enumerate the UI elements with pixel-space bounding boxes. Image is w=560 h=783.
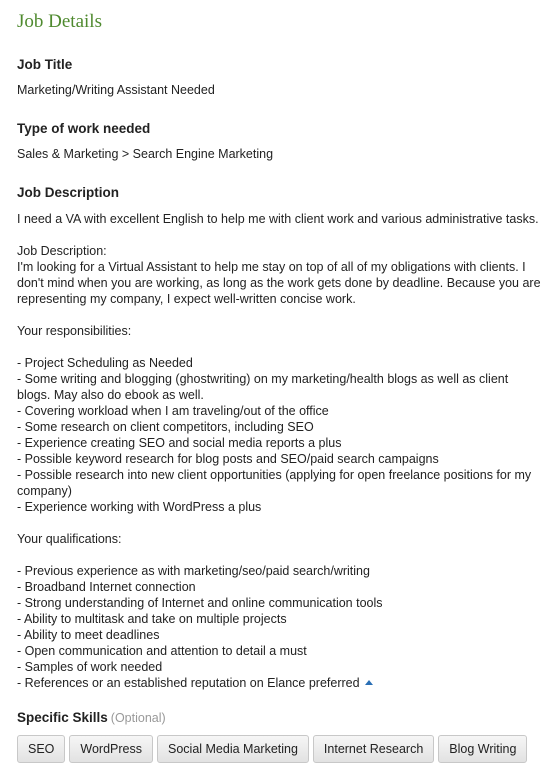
description-line <box>17 227 543 243</box>
job-title-section <box>17 56 543 98</box>
description-line <box>17 547 543 563</box>
description-line: - Open communication and attention to detail a must <box>17 644 307 658</box>
work-type-section <box>17 120 543 162</box>
description-line: Job Description: <box>17 244 107 258</box>
description-line: - Samples of work needed <box>17 660 163 674</box>
work-type-value: Sales & Marketing > Search Engine Marketing <box>17 147 274 161</box>
description-line: - Previous experience as with marketing/seo/paid search/writing <box>17 564 370 578</box>
description-line: Your responsibilities: <box>17 324 132 338</box>
description-line: - Possible research into new client opportunities (applying for open freelance positions for my company) <box>17 468 535 498</box>
skill-tag[interactable]: WordPress <box>69 735 153 763</box>
description-line <box>17 675 543 691</box>
job-description-section <box>17 184 543 691</box>
skill-tag[interactable]: Internet Research <box>313 735 434 763</box>
description-line: - Ability to meet deadlines <box>17 628 160 642</box>
description-line: - Strong understanding of Internet and online communication tools <box>17 596 383 610</box>
description-line <box>17 339 543 355</box>
specific-skills-label: Specific Skills <box>17 710 108 725</box>
page-title: Job Details <box>17 11 102 32</box>
job-description-text <box>17 211 543 691</box>
skill-tag[interactable]: SEO <box>17 735 65 763</box>
description-line: Your qualifications: <box>17 532 122 546</box>
description-line: - Experience creating SEO and social media reports a plus <box>17 436 342 450</box>
job-title-heading: Job Title <box>17 57 73 72</box>
work-type-heading: Type of work needed <box>17 121 151 136</box>
job-title-value: Marketing/Writing Assistant Needed <box>17 83 215 97</box>
description-line <box>17 515 543 531</box>
description-line: - Project Scheduling as Needed <box>17 356 193 370</box>
optional-label: (Optional) <box>110 711 166 725</box>
description-line-text: - References or an established reputation on Elance preferred <box>17 676 360 690</box>
caret-up-icon[interactable] <box>365 680 373 685</box>
description-line: I need a VA with excellent English to help me with client work and various administrative tasks. <box>17 212 539 226</box>
specific-skills-heading <box>17 709 543 727</box>
description-line: - Some writing and blogging (ghostwriting) on my marketing/health blogs as well as client blogs. May also do ebook as well. <box>17 372 512 402</box>
description-line <box>17 307 543 323</box>
description-line: - Covering workload when I am traveling/out of the office <box>17 404 329 418</box>
skill-tag[interactable]: Blog Writing <box>438 735 527 763</box>
job-description-heading: Job Description <box>17 185 120 200</box>
description-line: - Experience working with WordPress a plus <box>17 500 262 514</box>
description-line: - Ability to multitask and take on multiple projects <box>17 612 287 626</box>
description-line: I'm looking for a Virtual Assistant to help me stay on top of all of my obligations with clients. I don't mind when you are working, as long as the work gets done by deadline. Because you are representing my company, I expect well-written concise work. <box>17 260 545 306</box>
skills-list <box>17 735 543 763</box>
description-line: - Some research on client competitors, including SEO <box>17 420 314 434</box>
description-line: - Possible keyword research for blog posts and SEO/paid search campaigns <box>17 452 439 466</box>
skill-tag[interactable]: Social Media Marketing <box>157 735 309 763</box>
description-line: - Broadband Internet connection <box>17 580 196 594</box>
